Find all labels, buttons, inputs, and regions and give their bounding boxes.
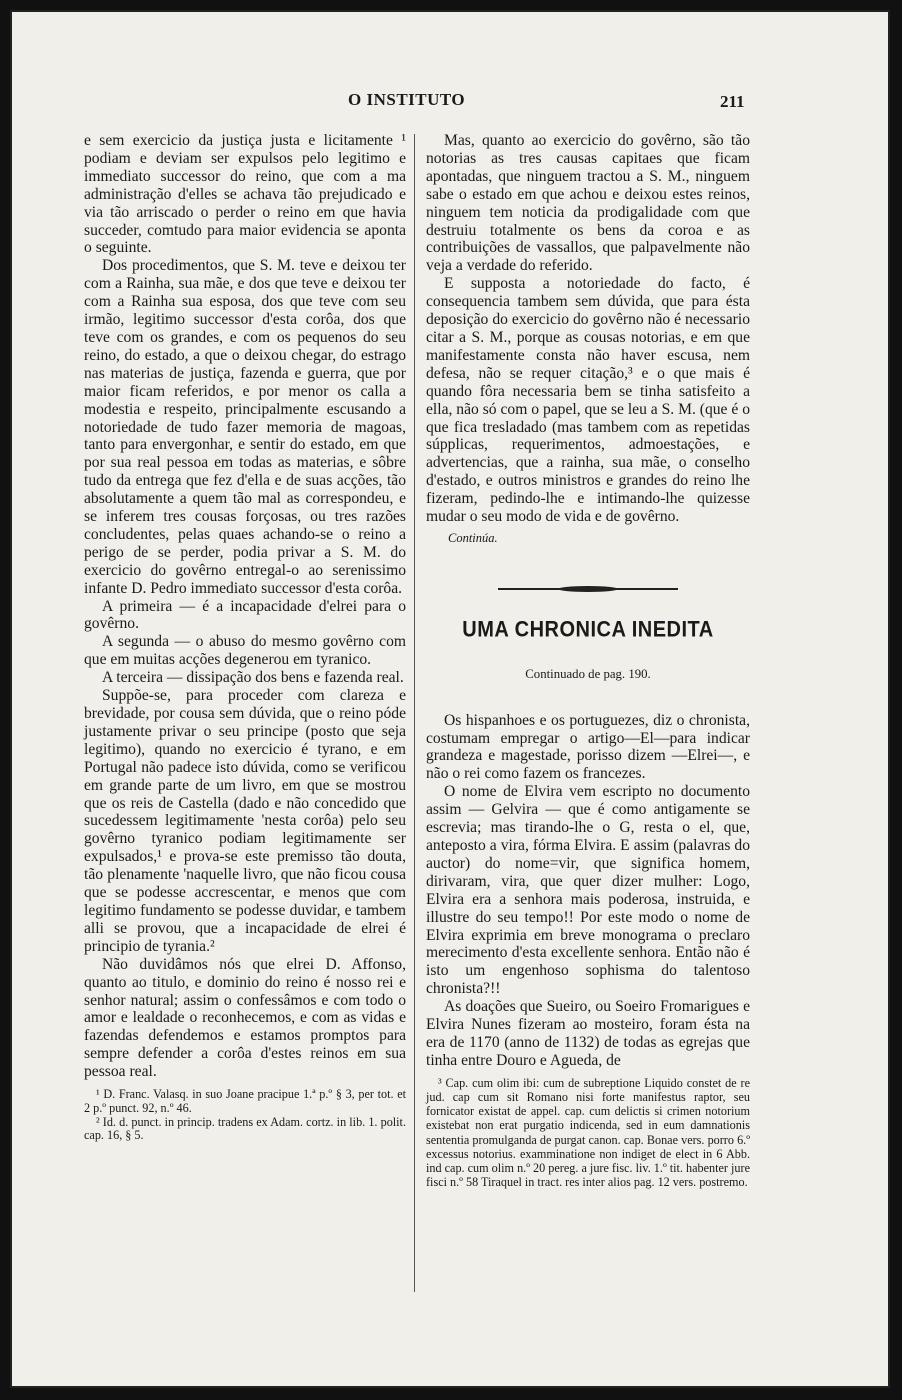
paragraph: Não duvidâmos nós que elrei D. Affonso, quanto ao titulo, e dominio do reino é nosso rei e senhor natural; assim o confessâmos e com todo o amor e lealdade o reconhecemos, e com as vidas e fazendas defendemos e estamos promptos para sempre defender a corôa d'estes reinos em sua pessoa real. [84, 955, 406, 1081]
footnote: ³ Cap. cum olim ibi: cum de subreptione Liquido constet de re jud. cap cum sit Romano nisi forte manifestus raptor, seu fornicator existat de appel. cap. cum delictis si crimen notorium existebat non erat purgatio indicenda, sed in eum damnationis sententia promulganda de purgat canon. cap. Bonae vers. porro 6.º excessus notorius. examminatione non indiget de elect in 6 Abb. ind cap. cum olim n.º 20 pereg. a jure fisc. liv. 1.º tit. habenter jure fisci n.º 58 Tiraquel in tract. res inter alios pag. 12 vers. postremo. [426, 1075, 750, 1190]
right-column [426, 132, 750, 1189]
left-column [84, 132, 406, 1143]
paragraph: As doações que Sueiro, ou Soeiro Fromarigues e Elvira Nunes fizeram ao mosteiro, foram ésta na era de 1170 (anno de 1132) de todas as egrejas que tinha entre Douro e Agueda, de [426, 998, 750, 1069]
paragraph: A segunda — o abuso do mesmo govêrno com que em muitas acções degenerou em tyranico. [84, 633, 406, 669]
paragraph: E supposta a notoriedade do facto, é consequencia tambem sem dúvida, que para ésta deposição do exercicio do govêrno não é necessario citar a S. M., porque as cousas notorias, e em que manifestamente consta não haver escusa, nem defesa, não se requer citação,³ e o que mais é quando fôra necessaria bem se tinha satisfeito a ella, não só com o papel, que se leu a S. M. (que é o que fica tresladado (mas tambem com as repetidas súpplicas, requerimentos, admoestações, e advertencias, que a rainha, sua mãe, o conselho d'estado, e outros ministros e grandes do reino lhe fizeram, pedindo-lhe e intimando-lhe quizesse mudar o seu modo de vida e de govêrno. [426, 275, 750, 526]
paragraph: O nome de Elvira vem escripto no documento assim — Gelvira — que é como antigamente se escrevia; mas tirando-lhe o G, resta o el, que, anteposto a vira, fórma Elvira. E assim (palavras do auctor) do nome=vir, que significa homem, dirivaram, vira, que quer dizer mulher: Logo, Elvira era a senhora mais poderosa, instruida, e illustre do seu tempo!! Por este modo o nome de Elvira exprimia em breve monograma o preclaro merecimento d'esta excellente senhora. Então não é isto um engenhoso sophisma do talentoso chronista?!! [426, 783, 750, 998]
footnote: ² Id. d. punct. in princip. tradens ex Adam. cortz. in lib. 1. polit. cap. 16, § 5. [84, 1114, 406, 1143]
running-title: O INSTITUTO [348, 90, 466, 109]
paragraph: A terceira — dissipação dos bens e fazenda real. [102, 669, 404, 687]
paragraph: Dos procedimentos, que S. M. teve e deixou ter com a Rainha, sua mãe, e dos que teve e deixou ter com a Rainha sua esposa, dos que teve com seu irmão, legitimo successor d'esta corôa, dos que teve com os grandes, e com os pequenos do seu reino, do estado, a que o deixou chegar, do estrago nas materias de justiça, fazenda e guerra, que por maior ficam referidos, e por menor os calla a modestia e respeito, principalmente escusando a notoriedade de tudo fazer memoria de magoas, tanto para envergonhar, e sentir do estado, em que por sua real pessoa em todas as materias, e sôbre tudo da entrega que fez d'ella e de suas acções, tão absolutamente a quem tão mal as correspondeu, e se inferem tres cousas forçosas, ou tres razões concludentes, pelas quaes achando-se o reino a perigo de se perder, podia privar a S. M. do exercicio do govêrno entregal-o ao serenissimo infante D. Pedro immediato successor d'esta corôa. [84, 257, 406, 597]
column-divider [414, 134, 415, 1292]
paragraph: e sem exercicio da justiça justa e licitamente ¹ podiam e deviam ser expulsos pelo legitimo e immediato successor do reino, que com a ma administração d'elles se achava tão prejudicado e via tão arriscado o perder o reino em que havia succeder, comtudo para maior evidencia se aponta o seguinte. [84, 132, 406, 257]
continua-note: Continúa. [448, 530, 498, 545]
paragraph: A primeira — é a incapacidade d'elrei para o govêrno. [84, 597, 406, 633]
continued-note: Continuado de pag. 190. [525, 666, 651, 681]
ornamental-rule [498, 586, 678, 592]
paragraph: Mas, quanto ao exercicio do govêrno, são tão notorias as tres causas capitaes que ficam apontadas, que ninguem tractou a S. M., ninguem sabe o estado em que achou e deixou estes reinos, ninguem tem noticia da prodigalidade com que destruiu totalmente os bens da coroa e as contribuições de vassallos, que palpavelmente não veja a verdade do referido. [426, 132, 750, 275]
document-page [10, 10, 890, 1388]
footnote: ¹ D. Franc. Valasq. in suo Joane pracipue 1.ª p.º § 3, per tot. et 2 p.º punct. 92, n.º 46. [84, 1087, 406, 1115]
paragraph: Os hispanhoes e os portuguezes, diz o chronista, costumam empregar o artigo—El—para indicar grandeza e magestade, porisso dizem —Elrei—, e não o rei como fazem os francezes. [426, 711, 750, 783]
section-title: UMA CHRONICA INEDITA [462, 617, 714, 642]
page-number: 211 [720, 92, 745, 111]
ornament-swell [558, 586, 618, 592]
paragraph: Suppõe-se, para proceder com clareza e brevidade, por cousa sem dúvida, que o reino póde justamente privar o seu principe (posto que seja legitimo), quando no exercicio é tyrano, e em Portugal não padece isto dúvida, como se verificou em grande parte de um livro, em que se mostrou que os reis de Castella (dado e não concedido que sucedessem legitimamente 'nesta corôa) pelo seu govêrno tyranico podiam legitimamente ser expulsados,¹ e prova-se este premisso tão douta, tão plenamente 'naquelle livro, que não ficou cousa que se podesse accrescentar, e menos que com legitimo fundamento se podesse duvidar, e tambem alli se provou, que a incapacidade de elrei é principio de tyrania.² [84, 687, 406, 955]
